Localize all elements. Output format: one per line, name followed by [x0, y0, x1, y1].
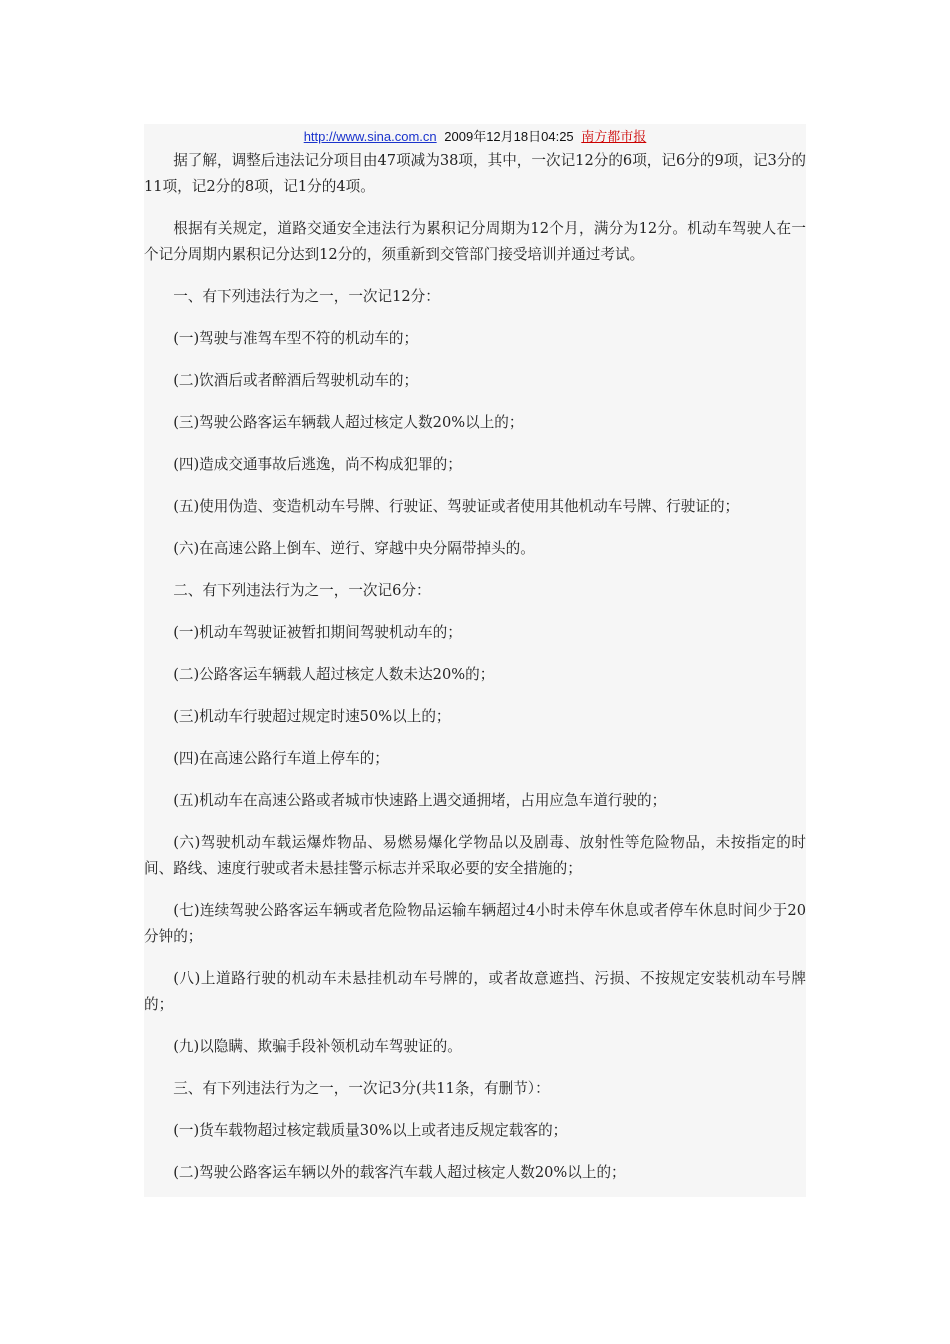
paragraph: 根据有关规定，道路交通安全违法行为累积记分周期为12个月，满分为12分。机动车驾驶人在一个记分周期内累积记分达到12分的，须重新到交管部门接受培训并通过考试。 — [144, 220, 806, 263]
list-item: (六)在高速公路上倒车、逆行、穿越中央分隔带掉头的。 — [173, 540, 535, 557]
source-url-link[interactable]: http://www.sina.com.cn — [303, 129, 437, 144]
section-heading: 二、有下列违法行为之一，一次记6分： — [173, 582, 431, 599]
list-item: (一)货车载物超过核定载质量30%以上或者违反规定载客的； — [173, 1122, 568, 1139]
list-item: (四)造成交通事故后逃逸，尚不构成犯罪的； — [173, 456, 462, 473]
newspaper-link[interactable]: 南方都市报 — [581, 130, 647, 145]
paragraph: 据了解，调整后违法记分项目由47项减为38项，其中，一次记12分的6项，记6分的9项，记3分的11项，记2分的8项，记1分的4项。 — [144, 152, 806, 195]
list-item: (五)使用伪造、变造机动车号牌、行驶证、驾驶证或者使用其他机动车号牌、行驶证的； — [173, 498, 740, 515]
source-line — [144, 128, 806, 146]
list-item: (一)驾驶与准驾车型不符的机动车的； — [173, 330, 419, 347]
list-item: (七)连续驾驶公路客运车辆或者危险物品运输车辆超过4小时未停车休息或者停车休息时间少于20分钟的； — [144, 902, 806, 945]
article-body — [144, 124, 806, 1197]
list-item: (二)公路客运车辆载人超过核定人数未达20%的； — [173, 666, 495, 683]
list-item: (一)机动车驾驶证被暂扣期间驾驶机动车的； — [173, 624, 462, 641]
list-item: (六)驾驶机动车载运爆炸物品、易燃易爆化学物品以及剧毒、放射性等危险物品，未按指定的时间、路线、速度行驶或者未悬挂警示标志并采取必要的安全措施的； — [144, 834, 806, 877]
list-item: (四)在高速公路行车道上停车的； — [173, 750, 389, 767]
section-heading: 三、有下列违法行为之一，一次记3分(共11条，有删节）： — [173, 1080, 550, 1097]
publish-date: 2009年12月18日04:25 — [444, 129, 574, 144]
section-heading: 一、有下列违法行为之一，一次记12分： — [173, 288, 440, 305]
list-item: (三)机动车行驶超过规定时速50%以上的； — [173, 708, 451, 725]
list-item: (二)驾驶公路客运车辆以外的载客汽车载人超过核定人数20%以上的； — [173, 1164, 626, 1181]
list-item: (二)饮酒后或者醉酒后驾驶机动车的； — [173, 372, 419, 389]
list-item: (三)驾驶公路客运车辆载人超过核定人数20%以上的； — [173, 414, 524, 431]
list-item: (八)上道路行驶的机动车未悬挂机动车号牌的，或者故意遮挡、污损、不按规定安装机动车号牌的； — [144, 970, 806, 1013]
list-item: (五)机动车在高速公路或者城市快速路上遇交通拥堵，占用应急车道行驶的； — [173, 792, 667, 809]
list-item: (九)以隐瞒、欺骗手段补领机动车驾驶证的。 — [173, 1038, 462, 1055]
